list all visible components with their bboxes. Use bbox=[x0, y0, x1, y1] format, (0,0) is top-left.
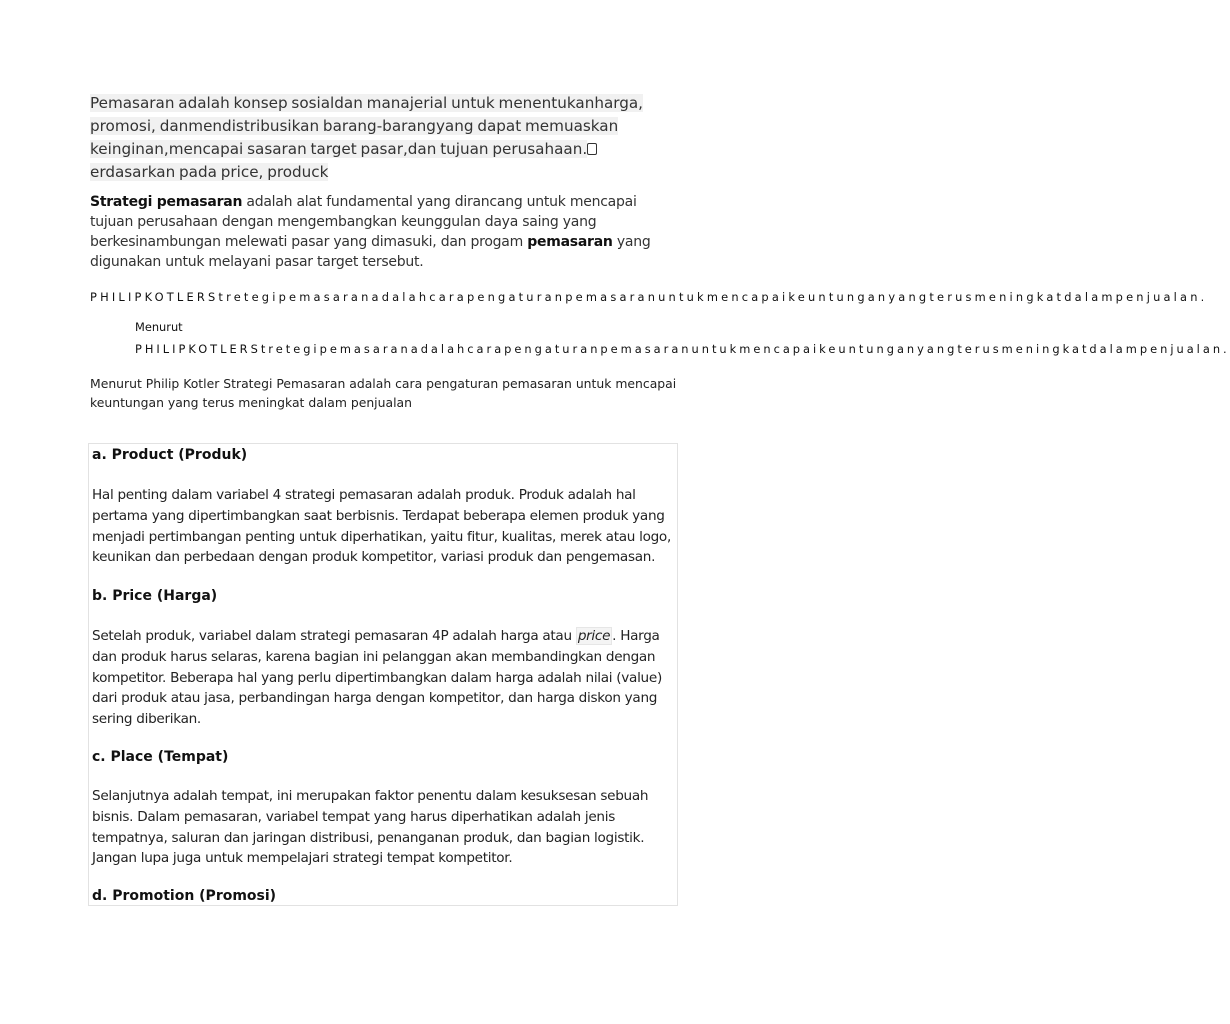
section-c-title: c. Place (Tempat) bbox=[92, 749, 229, 765]
kotler-menurut-paragraph bbox=[135, 316, 1230, 360]
intro-text: Pemasaran adalah konsep sosialdan manajerial untuk menentukanharga, promosi, danmendistribusikan barang-barangyang dapat memuaskan keinginan,mencapai sasaran target pasar,dan tujuan perusahaan. bbox=[90, 94, 644, 158]
kotler-menurut-text: PHILIPKOTLERStretegipemasaranadalahcarapengaturanpemasaranuntukmencapaikeuntunganyangterusmeningkatdalampenjualan. bbox=[135, 342, 1230, 356]
section-c-body: Selanjutnya adalah tempat, ini merupakan faktor penentu dalam kesuksesan sebuah bisnis. Dalam pemasaran, variabel tempat yang harus diperhatikan adalah jenis tempatnya, saluran dan jaringan distribusi, penanganan produk, dan bagian logistik. Jangan lupa juga untuk mempelajari strategi tempat kompetitor. bbox=[92, 788, 649, 867]
kotler-spaced-paragraph: PHILIPKOTLERStretegipemasaranadalahcarapengaturanpemasaranuntukmencapaikeuntunganyangterusmeningkatdalampenjualan. bbox=[90, 290, 1208, 304]
kotler-normal-paragraph: Menurut Philip Kotler Strategi Pemasaran adalah cara pengaturan pemasaran untuk mencapai keuntungan yang terus meningkat dalam penjualan bbox=[90, 376, 677, 410]
price-word: price bbox=[577, 628, 611, 644]
section-b-title: b. Price (Harga) bbox=[92, 588, 218, 604]
strategi-bold-lead: Strategi pemasaran bbox=[90, 194, 243, 210]
intro-paragraph bbox=[90, 92, 680, 184]
kotler-menurut-lead: Menurut bbox=[135, 320, 183, 334]
section-d-title: d. Promotion (Promosi) bbox=[92, 888, 277, 904]
section-b-body-1: Setelah produk, variabel dalam strategi pemasaran 4P adalah harga atau bbox=[92, 628, 576, 644]
strategi-text-1: adalah alat fundamental yang dirancang untuk mencapai tujuan perusahaan dengan mengembangkan keunggulan daya saing yang berkesinambungan melewati pasar yang dimasuki, dan progam bbox=[90, 194, 637, 250]
marketing-mix-box bbox=[88, 443, 678, 906]
strategi-bold-mid: pemasaran bbox=[527, 234, 613, 250]
section-b-body-2: . Harga dan produk harus selaras, karena bagian ini pelanggan akan membandingkan dengan kompetitor. Beberapa hal yang perlu dipertimbangkan dalam harga adalah nilai (value) dari produk atau jasa, perbandingan harga dengan kompetitor, dan harga diskon yang sering diberikan. bbox=[92, 628, 662, 728]
section-a-body: Hal penting dalam variabel 4 strategi pemasaran adalah produk. Produk adalah hal pertama yang dipertimbangkan saat berbisnis. Terdapat beberapa elemen produk yang menjadi pertimbangan penting untuk diperhatikan, yaitu fitur, kualitas, merek atau logo, keunikan dan perbedaan dengan produk kompetitor, variasi produk dan pengemasan. bbox=[92, 487, 671, 566]
missing-glyph-icon bbox=[587, 143, 597, 155]
intro-tail: erdasarkan pada price, produck bbox=[90, 163, 329, 181]
section-a-title: a. Product (Produk) bbox=[92, 447, 248, 463]
section-b-body bbox=[92, 626, 676, 730]
document-page bbox=[90, 92, 1230, 412]
strategi-text-2: yang digunakan untuk melayani pasar target tersebut. bbox=[90, 234, 651, 270]
strategi-paragraph bbox=[90, 192, 680, 272]
